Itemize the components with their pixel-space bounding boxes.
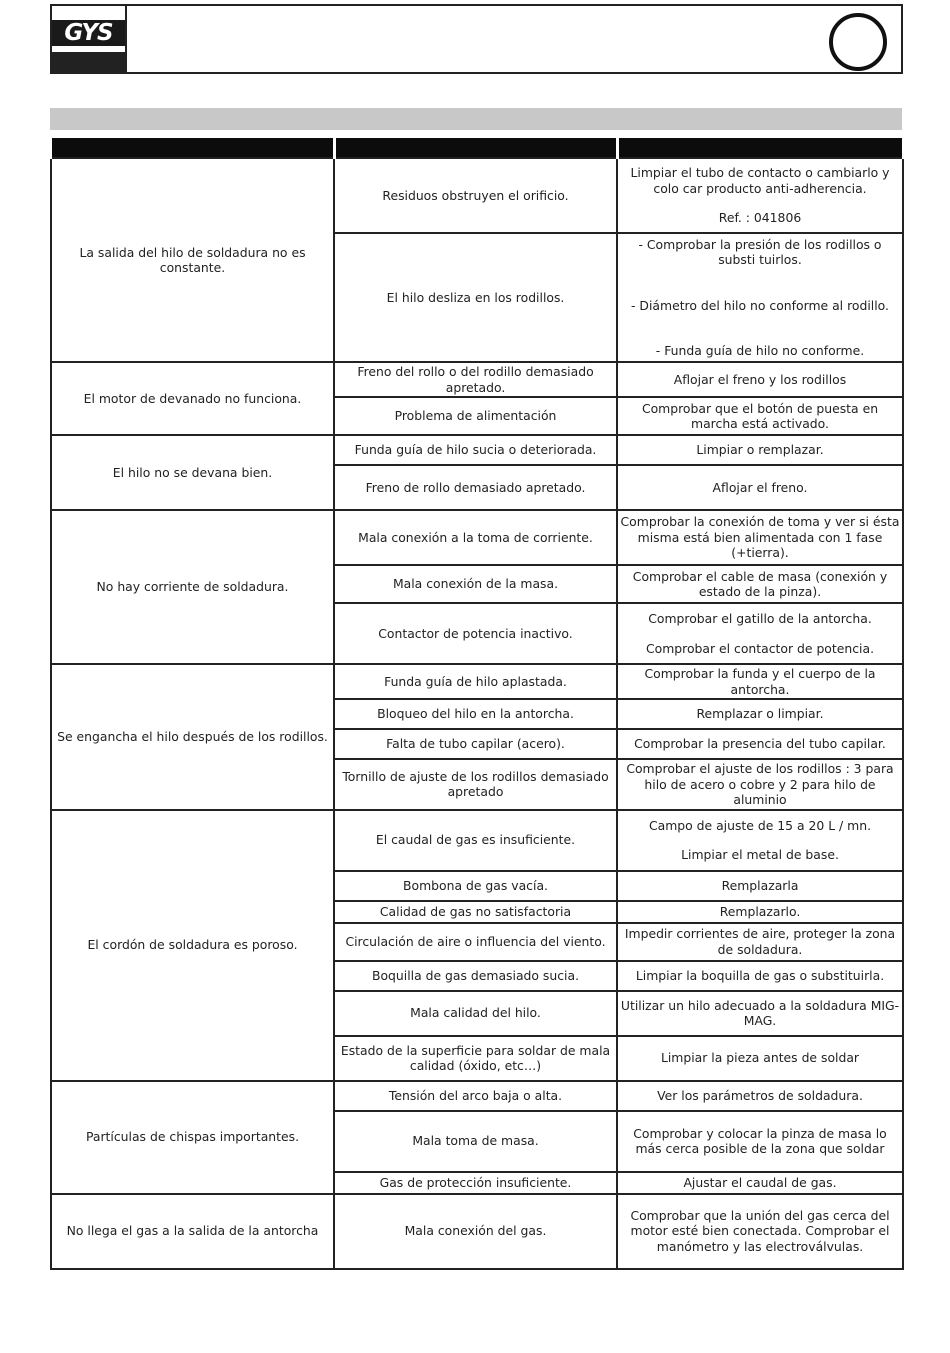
cause-cell: Gas de protección insuficiente. xyxy=(334,1172,617,1194)
fix-line: Comprobar que el botón de puesta en marcha está activado. xyxy=(641,400,879,431)
fix-cell xyxy=(617,901,903,923)
table-row xyxy=(51,1194,903,1269)
fix-cell xyxy=(617,233,903,362)
fix-cell xyxy=(617,1081,903,1111)
fix-line: Campo de ajuste de 15 a 20 L / mn. xyxy=(648,817,872,833)
brand-logo-text: GYS xyxy=(52,20,125,46)
fix-cell xyxy=(617,1111,903,1172)
table-header-row xyxy=(51,138,903,158)
cause-cell: Funda guía de hilo sucia o deteriorada. xyxy=(334,435,617,465)
fix-line: Ver los parámetros de soldadura. xyxy=(657,1087,863,1103)
cause-cell: Funda guía de hilo aplastada. xyxy=(334,664,617,699)
paragraph-gap xyxy=(620,313,900,343)
cause-cell: Mala conexión a la toma de corriente. xyxy=(334,510,617,565)
paragraph-gap xyxy=(620,627,900,641)
table-row xyxy=(51,810,903,871)
fix-cell xyxy=(617,510,903,565)
fix-line: Aflojar el freno. xyxy=(712,479,808,495)
cause-cell: Boquilla de gas demasiado sucia. xyxy=(334,961,617,991)
fix-line: Remplazarla xyxy=(721,877,799,893)
fix-line: Limpiar la pieza antes de soldar xyxy=(660,1050,860,1066)
fix-line: Aflojar el freno y los rodillos xyxy=(673,371,847,387)
fix-cell xyxy=(617,991,903,1036)
circle-icon xyxy=(829,13,887,71)
fix-line: Comprobar la presencia del tubo capilar. xyxy=(634,736,886,752)
cause-cell: Estado de la superficie para soldar de mala calidad (óxido, etc…) xyxy=(334,1036,617,1081)
paragraph-gap xyxy=(620,268,900,298)
fix-cell xyxy=(617,603,903,664)
fix-cell xyxy=(617,759,903,810)
cause-cell: El caudal de gas es insuficiente. xyxy=(334,810,617,871)
cause-cell: Mala conexión de la masa. xyxy=(334,565,617,603)
fix-cell xyxy=(617,1194,903,1269)
cause-cell: Tornillo de ajuste de los rodillos demasiado apretado xyxy=(334,759,617,810)
cause-cell: Freno del rollo o del rodillo demasiado apretado. xyxy=(334,362,617,397)
table-row xyxy=(51,510,903,565)
fix-line: Limpiar la boquilla de gas o substituirla. xyxy=(635,967,885,983)
cause-cell: Circulación de aire o influencia del viento. xyxy=(334,923,617,961)
fix-line: Remplazarlo. xyxy=(719,903,801,919)
fix-line: Comprobar que la unión del gas cerca del motor esté bien conectada. Comprobar el manómetro y las electroválvulas. xyxy=(630,1207,890,1254)
table-row xyxy=(51,1081,903,1111)
cause-cell: Residuos obstruyen el orificio. xyxy=(334,158,617,233)
fix-cell xyxy=(617,465,903,510)
fix-line: Limpiar el metal de base. xyxy=(681,847,839,862)
problem-cell: No llega el gas a la salida de la antorcha xyxy=(51,1194,334,1269)
fix-cell xyxy=(617,810,903,871)
fix-cell xyxy=(617,923,903,961)
cause-cell: Freno de rollo demasiado apretado. xyxy=(334,465,617,510)
page-header xyxy=(50,4,903,74)
cause-cell: Falta de tubo capilar (acero). xyxy=(334,729,617,759)
fix-line: Comprobar la conexión de toma y ver si ésta misma está bien alimentada con 1 fase (+tierra). xyxy=(620,514,900,561)
fix-line: Ref. : 041806 xyxy=(718,210,802,226)
fix-cell xyxy=(617,871,903,901)
table-body xyxy=(51,158,903,1269)
cause-cell: Tensión del arco baja o alta. xyxy=(334,1081,617,1111)
problem-cell: El motor de devanado no funciona. xyxy=(51,362,334,435)
troubleshooting-table xyxy=(50,138,905,1270)
paragraph-gap xyxy=(620,833,900,847)
fix-cell xyxy=(617,699,903,729)
fix-cell xyxy=(617,961,903,991)
cause-cell: Problema de alimentación xyxy=(334,397,617,435)
problem-cell: Partículas de chispas importantes. xyxy=(51,1081,334,1194)
fix-cell xyxy=(617,1036,903,1081)
table-row xyxy=(51,664,903,699)
cause-cell: Bloqueo del hilo en la antorcha. xyxy=(334,699,617,729)
brand-logo xyxy=(52,6,127,72)
problem-cell: El hilo no se devana bien. xyxy=(51,435,334,510)
fix-line: Comprobar y colocar la pinza de masa lo más cerca posible de la zona que soldar xyxy=(633,1125,887,1156)
cause-cell: Mala conexión del gas. xyxy=(334,1194,617,1269)
fix-line: Ajustar el caudal de gas. xyxy=(683,1174,837,1190)
problem-cell: La salida del hilo de soldadura no es constante. xyxy=(51,158,334,362)
cause-cell: Mala calidad del hilo. xyxy=(334,991,617,1036)
fix-cell xyxy=(617,729,903,759)
fix-line: Utilizar un hilo adecuado a la soldadura MIG-MAG. xyxy=(620,997,900,1028)
fix-cell xyxy=(617,664,903,699)
table-row xyxy=(51,435,903,465)
fix-cell xyxy=(617,362,903,397)
fix-cell xyxy=(617,397,903,435)
fix-cell xyxy=(617,565,903,603)
fix-line: - Comprobar la presión de los rodillos o substi tuirlos. xyxy=(638,236,882,267)
fix-line: Comprobar el cable de masa (conexión y estado de la pinza). xyxy=(632,568,888,599)
cause-cell: Mala toma de masa. xyxy=(334,1111,617,1172)
fix-line: Comprobar la funda y el cuerpo de la antorcha. xyxy=(644,666,876,697)
cause-cell: Calidad de gas no satisfactoria xyxy=(334,901,617,923)
fix-line: Remplazar o limpiar. xyxy=(696,706,824,722)
fix-line: Limpiar o remplazar. xyxy=(696,442,824,458)
fix-line: Limpiar el tubo de contacto o cambiarlo y colo car producto anti-adherencia. xyxy=(630,165,890,196)
problem-cell: El cordón de soldadura es poroso. xyxy=(51,810,334,1081)
fix-line: - Diámetro del hilo no conforme al rodillo. xyxy=(631,297,889,313)
fix-line: - Funda guía de hilo no conforme. xyxy=(655,343,865,358)
fix-line: Comprobar el contactor de potencia. xyxy=(645,640,875,656)
problem-cell: No hay corriente de soldadura. xyxy=(51,510,334,664)
fix-line: Comprobar el gatillo de la antorcha. xyxy=(648,611,872,626)
cause-cell: El hilo desliza en los rodillos. xyxy=(334,233,617,362)
fix-cell xyxy=(617,1172,903,1194)
fix-cell xyxy=(617,158,903,233)
fix-cell xyxy=(617,435,903,465)
paragraph-gap xyxy=(620,196,900,210)
section-band xyxy=(50,108,902,130)
table-row xyxy=(51,158,903,233)
column-header-problem xyxy=(51,138,334,158)
column-header-cause xyxy=(334,138,617,158)
column-header-fix xyxy=(617,138,903,158)
fix-line: Impedir corrientes de aire, proteger la zona de soldadura. xyxy=(624,926,896,957)
cause-cell: Contactor de potencia inactivo. xyxy=(334,603,617,664)
table-row xyxy=(51,362,903,397)
fix-line: Comprobar el ajuste de los rodillos : 3 para hilo de acero o cobre y 2 para hilo de aluminio xyxy=(626,761,894,807)
logo-bar xyxy=(52,52,125,72)
cause-cell: Bombona de gas vacía. xyxy=(334,871,617,901)
problem-cell: Se engancha el hilo después de los rodillos. xyxy=(51,664,334,810)
